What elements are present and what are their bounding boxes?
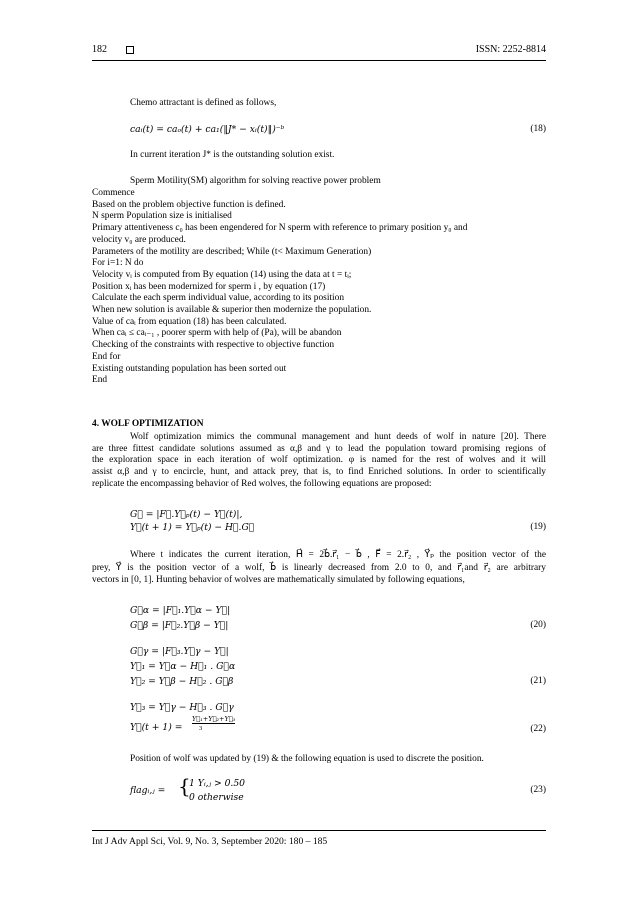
equation-20b: G⃗β = |F⃗₂.Y⃗β − Y⃗|: [130, 620, 229, 631]
equation-18-number: (18): [530, 124, 546, 134]
algorithm-step: When new solution is available & superior then modernize the population.: [92, 305, 372, 315]
equation-18: caᵢ(t) = caₒ(t) + ca₁(‖J* − xᵢ(t)‖)⁻ᵇ: [130, 124, 285, 135]
equation-23-case-1: 1 Yᵢ,ⱼ > 0.50: [189, 778, 246, 789]
algorithm-step: Checking of the constraints with respective to objective function: [92, 340, 335, 351]
equation-23-lhs: flagᵢ,ⱼ =: [130, 785, 166, 796]
chemo-intro: Chemo attractant is defined as follows,: [130, 98, 277, 108]
algorithm-step: velocity v₀ are produced.: [92, 234, 186, 245]
algorithm-step: Calculate the each sperm individual value, according to its position: [92, 293, 345, 304]
algorithm-step: Primary attentiveness c₀ has been engendered for N sperm with reference to primary position y₀ and: [92, 223, 468, 234]
algorithm-step: For i=1: N do: [92, 258, 144, 269]
section-heading: 4. WOLF OPTIMIZATION: [92, 419, 204, 429]
paragraph-line: prey, Y⃗ is the position vector of a wolf, b⃗ is linearly decreased from 2.0 to 0, and r⃗₁and r⃗₂ are arbitrary: [92, 562, 546, 573]
paragraph-line: vectors in [0, 1]. Hunting behavior of wolves are mathematically simulated by following equations,: [92, 575, 465, 585]
page-header: [92, 44, 546, 58]
equation-22a: Y⃗₃ = Y⃗γ − H⃗₃ . G⃗γ: [130, 702, 234, 713]
issn-label: ISSN: 2252-8814: [475, 44, 546, 55]
equation-19a: G⃗ = |F⃗.Y⃗ₚ(t) − Y⃗(t)|,: [130, 509, 243, 520]
algorithm-title: Sperm Motility(SM) algorithm for solving reactive power problem: [130, 176, 381, 186]
algorithm-step: Based on the problem objective function is defined.: [92, 199, 286, 210]
algorithm-step: Value of caᵢ from equation (18) has been calculated.: [92, 316, 287, 327]
checkbox-glyph-icon: [126, 46, 134, 54]
curly-brace-icon: {: [178, 774, 191, 798]
algorithm-step: Parameters of the motility are described; While (t< Maximum Generation): [92, 246, 372, 257]
equation-21b: Y⃗₁ = Y⃗α − H⃗₁ . G⃗α: [130, 661, 236, 672]
equation-20-number: (20): [530, 620, 546, 630]
equation-23-number: (23): [530, 785, 546, 795]
algorithm-step: End for: [92, 351, 121, 362]
equation-22b-numerator: Y⃗₁+Y⃗₂+Y⃗₃: [192, 715, 236, 723]
paragraph-line: Wolf optimization mimics the communal management and hunt deeds of wolf in nature [20]. There: [130, 432, 546, 442]
footer-citation: Int J Adv Appl Sci, Vol. 9, No. 3, September 2020: 180 – 185: [92, 836, 328, 847]
paragraph-line: Where t indicates the current iteration, H⃗ = 2b⃗.r⃗₁ − b⃗ , F⃗ = 2.r⃗₂ , Y⃗ₚ the position vector of the: [130, 550, 546, 560]
footer-rule: [92, 830, 546, 831]
equation-21a: G⃗γ = |F⃗₃.Y⃗γ − Y⃗|: [130, 646, 229, 657]
equation-19-number: (19): [530, 522, 546, 532]
paragraph-line: assist α,β and γ to encircle, hunt, and attack prey, that is, to find Enriched solutions. In order to scientifically: [92, 467, 546, 478]
paragraph-line: replicate the encompassing behavior of Red wolves, the following equations are proposed:: [92, 478, 432, 489]
paragraph-line: are three fittest candidate solutions assumed as α,β and γ to lead the population toward promising regions of: [92, 443, 546, 454]
equation-21-number: (21): [530, 676, 546, 686]
paragraph-line: the exploration space in each iteration of wolf optimization. φ is named for the rest of wolves and it will: [92, 455, 546, 466]
position-update-text: Position of wolf was updated by (19) & the following equation is used to discrete the position.: [130, 754, 484, 764]
algorithm-step: Position xᵢ has been modernized for sperm i , by equation (17): [92, 281, 326, 292]
algorithm-step: Velocity vᵢ is computed from By equation (14) using the data at t = tᵢ;: [92, 269, 352, 280]
equation-23-case-2: 0 otherwise: [189, 792, 244, 803]
equation-21c: Y⃗₂ = Y⃗β − H⃗₂ . G⃗β: [130, 676, 234, 687]
equation-22-number: (22): [530, 724, 546, 734]
equation-22b-lhs: Y⃗(t + 1) =: [130, 722, 183, 733]
algorithm-step: Existing outstanding population has been sorted out: [92, 363, 287, 374]
algorithm-step: N sperm Population size is initialised: [92, 211, 232, 222]
header-rule: [92, 60, 546, 61]
algorithm-step: Commence: [92, 188, 135, 198]
chemo-note: In current iteration J* is the outstanding solution exist.: [130, 150, 335, 160]
page-number: 182: [92, 44, 107, 55]
algorithm-step: End: [92, 375, 108, 386]
equation-20a: G⃗α = |F⃗₁.Y⃗α − Y⃗|: [130, 605, 231, 616]
equation-19b: Y⃗(t + 1) = Y⃗ₚ(t) − H⃗.G⃗: [130, 522, 255, 533]
algorithm-step: When caᵢ ≤ caᵢ₋₁ , poorer sperm with help of (Pa), will be abandon: [92, 328, 342, 339]
equation-22b-denominator: 3: [199, 725, 203, 732]
